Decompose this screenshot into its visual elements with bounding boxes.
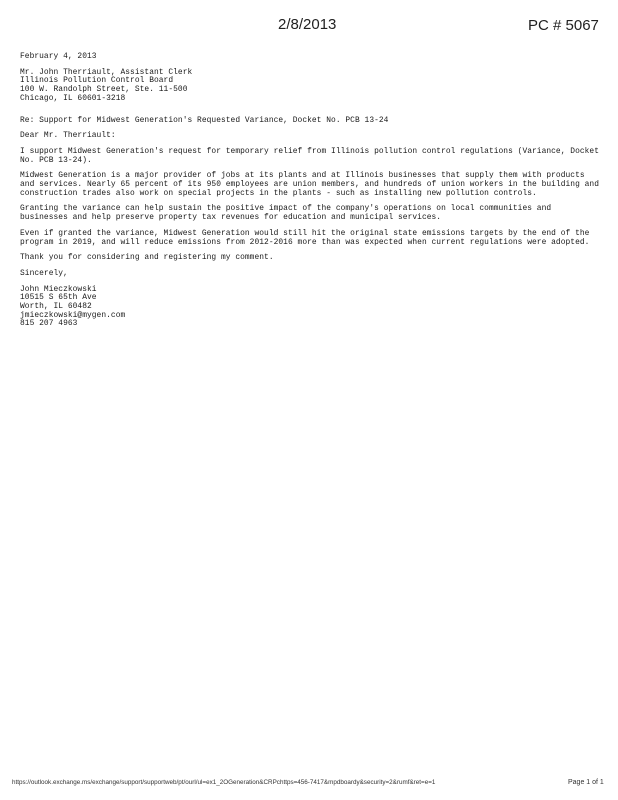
subject-line: Re: Support for Midwest Generation's Requested Variance, Docket No. PCB 13-24	[20, 115, 389, 125]
signature-line: Worth, IL 60482	[20, 302, 92, 312]
signature-line: jmieczkowski@mygen.com	[20, 310, 126, 320]
body-paragraph: Thank you for considering and registering my comment.	[20, 253, 274, 263]
signature-line: 815 207 4963	[20, 319, 78, 329]
footer-page-number: Page 1 of 1	[568, 779, 604, 786]
body-paragraph: Even if granted the variance, Midwest Generation would still hit the original state emissions targets by the end of the program in 2019, and will reduce emissions from 2012-2016 more than was expected when current regulations were adopted.	[20, 228, 590, 247]
date-stamp: 2/8/2013	[278, 16, 337, 33]
recipient-line: 100 W. Randolph Street, Ste. 11-500	[20, 85, 188, 95]
signature-line: 10515 S 65th Ave	[20, 293, 97, 303]
body-paragraph: Granting the variance can help sustain the positive impact of the company's operations on local communities and businesses and help preserve property tax revenues for education and municipal services.	[20, 204, 552, 223]
letter-date: February 4, 2013	[20, 52, 97, 61]
signature-line: John Mieczkowski	[20, 284, 97, 294]
footer-url: https://outlook.exchange.ms/exchange/support/supportweb/pt/ourl/ul=ex1_2OGeneration&CRPchttps=456-7417&mpdboardy&security=2&rumf&ret=e=1	[12, 779, 436, 786]
recipient-line: Mr. John Therriault, Assistant Clerk	[20, 67, 193, 77]
body-paragraph: I support Midwest Generation's request for temporary relief from Illinois pollution control regulations (Variance, Docket No. PCB 13-24).	[20, 146, 600, 165]
body-paragraph: Midwest Generation is a major provider of jobs at its plants and at Illinois businesses that supply them with products and services. Nearly 65 percent of its 950 employees are union members, and hundreds of union workers in the building and construction trades also work on special projects in the plants - such as installing new pollution controls.	[20, 171, 600, 198]
pc-number-stamp: PC # 5067	[528, 17, 599, 34]
closing: Sincerely,	[20, 268, 68, 278]
recipient-line: Chicago, IL 60601-3218	[20, 93, 126, 103]
recipient-address	[20, 69, 600, 104]
recipient-line: Illinois Pollution Control Board	[20, 76, 174, 86]
letter-body	[20, 53, 600, 329]
signature-block	[20, 286, 600, 330]
salutation: Dear Mr. Therriault:	[20, 131, 116, 141]
